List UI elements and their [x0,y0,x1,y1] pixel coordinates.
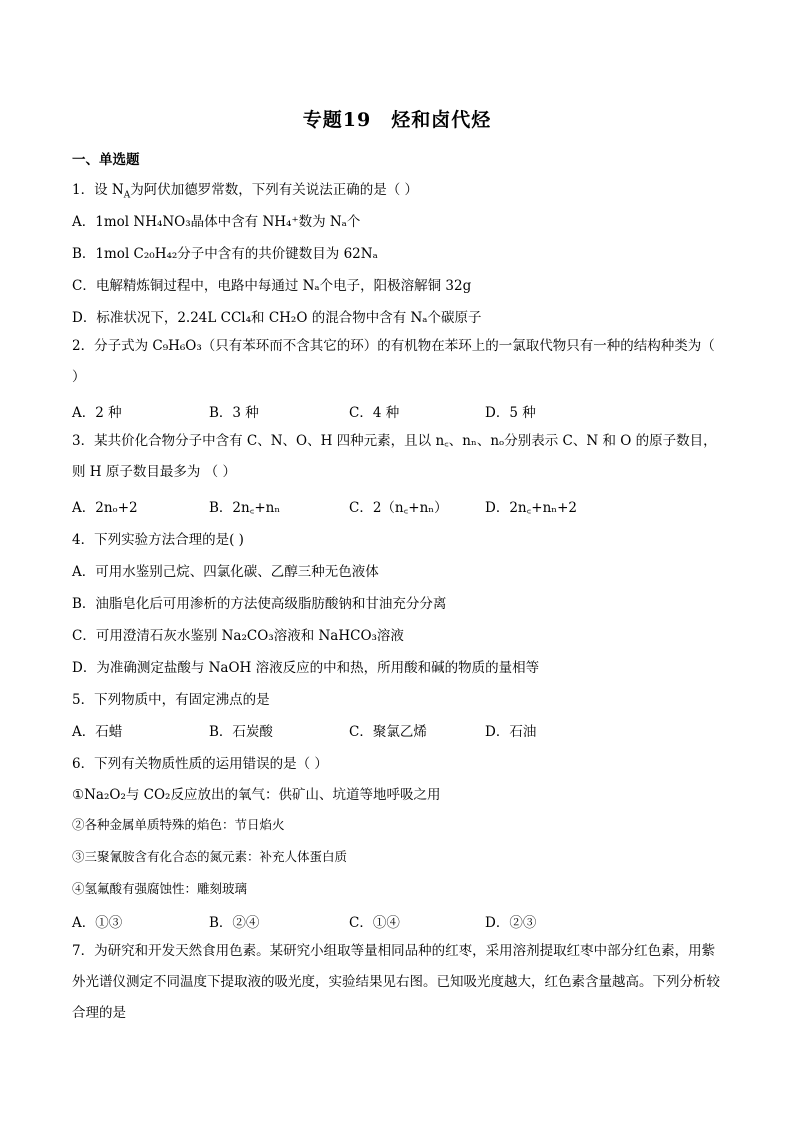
q5-option-b: B．石炭酸 [209,724,273,740]
q2-stem: 2．分子式为 C₉H₆O₃（只有苯环而不含其它的环）的有机物在苯环上的一氯取代物只有一种的结构种类为（ ） [72,338,715,385]
q3-option-b: B．2n꜀+nₙ [209,500,281,516]
q2-option-c: C．4 种 [349,405,400,421]
q4-stem: 4．下列实验方法合理的是( ) [72,532,244,548]
q1-stem-a: 1．设 N [72,182,124,198]
q3-stem: 3．某共价化合物分子中含有 C、N、O、H 四种元素，且以 n꜀、nₙ、nₒ分别表示 C、N 和 O 的原子数目，则 H 原子数目最多为 （ ） [72,433,717,480]
q2-option-a: A．2 种 [72,405,122,421]
q6-option-d: D．②③ [485,915,537,931]
section-heading: 一、单选题 [72,152,140,168]
q6-option-b: B．②④ [209,915,260,931]
q6-option-a: A．①③ [72,915,123,931]
page-title: 专题19 烃和卤代烃 [302,109,492,131]
q2-option-d: D．5 种 [485,405,536,421]
q1-option-a: A．1mol NH₄NO₃晶体中含有 NH₄⁺数为 Nₐ个 [72,214,361,230]
q3-option-a: A．2nₒ+2 [72,500,138,516]
q4-option-d: D．为准确测定盐酸与 NaOH 溶液反应的中和热，所用酸和碱的物质的量相等 [72,660,540,676]
q6-item-4: ④氢氟酸有强腐蚀性：雕刻玻璃 [72,881,248,896]
q6-stem: 6．下列有关物质性质的运用错误的是（ ） [72,756,328,772]
q6-item-1: ①Na₂O₂与 CO₂反应放出的氧气：供矿山、坑道等地呼吸之用 [72,787,441,803]
q5-option-c: C．聚氯乙烯 [349,724,427,740]
q7-stem: 7．为研究和开发天然食用色素。某研究小组取等量相同品种的红枣，采用溶剂提取红枣中部分红色素，用紫外光谱仪测定不同温度下提取液的吸光度，实验结果见右图。已知吸光度越大，红色素含量越高。下列分析较合理的是 [72,943,720,1021]
q3-option-c: C．2（n꜀+nₙ） [349,500,448,516]
q5-option-a: A．石蜡 [72,724,123,740]
q1-option-b: B．1mol C₂₀H₄₂分子中含有的共价键数目为 62Nₐ [72,246,378,262]
q1-option-d: D．标准状况下，2.24L CCl₄和 CH₂O 的混合物中含有 Nₐ个碳原子 [72,310,482,326]
q1-stem-b: 为阿伏加德罗常数，下列有关说法正确的是（ ） [130,182,418,198]
q5-stem: 5．下列物质中，有固定沸点的是 [72,692,270,708]
q4-option-c: C．可用澄清石灰水鉴别 Na₂CO₃溶液和 NaHCO₃溶液 [72,628,404,644]
q6-item-2: ②各种金属单质特殊的焰色：节日焰火 [72,817,285,832]
q6-option-c: C．①④ [349,915,400,931]
q5-option-d: D．石油 [485,724,537,740]
q4-option-b: B．油脂皂化后可用渗析的方法使高级脂肪酸钠和甘油充分分离 [72,596,447,612]
q3-option-d: D．2n꜀+nₙ+2 [485,500,578,516]
q2-option-b: B．3 种 [209,405,259,421]
q1-option-c: C．电解精炼铜过程中，电路中每通过 Nₐ个电子，阳极溶解铜 32g [72,278,472,294]
q6-item-3: ③三聚氰胺含有化合态的氮元素：补充人体蛋白质 [72,849,348,864]
q1-stem [72,178,418,201]
q4-option-a: A．可用水鉴别己烷、四氯化碳、乙醇三种无色液体 [72,564,379,580]
q1-stem-sub: A [123,190,131,201]
